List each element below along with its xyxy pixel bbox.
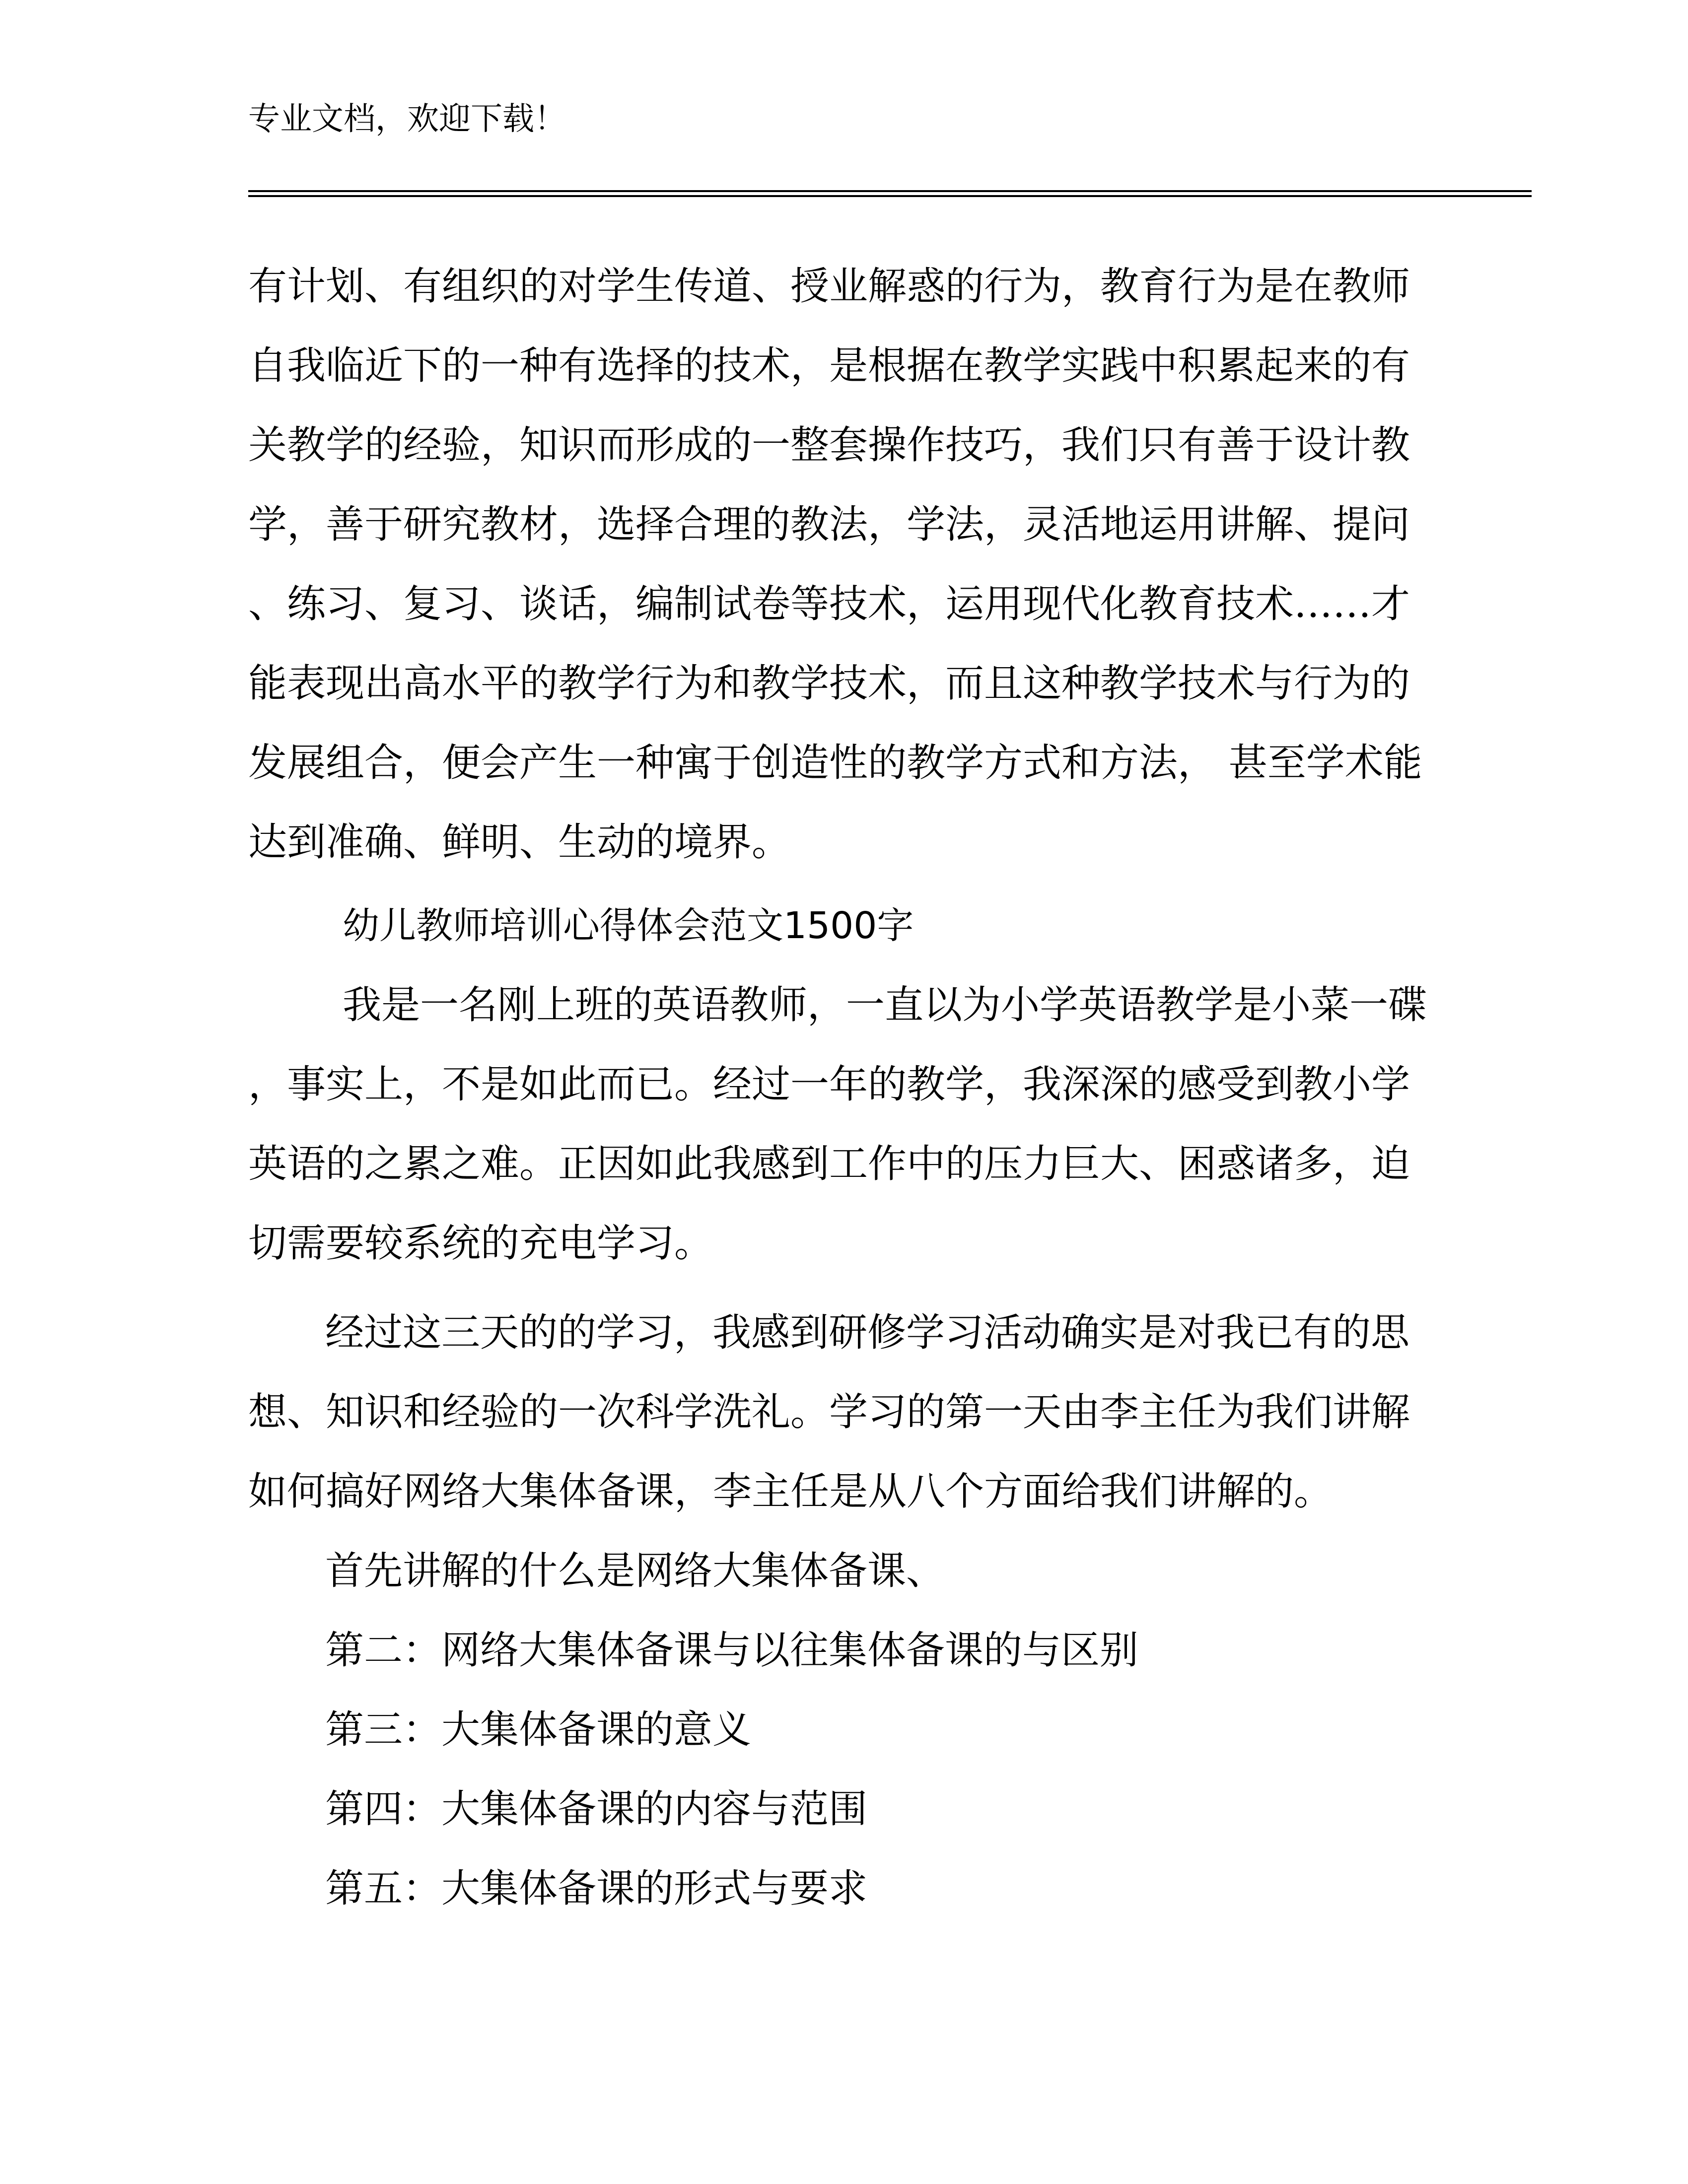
- body-line: 经过这三天的的学习，我感到研修学习活动确实是对我已有的思: [325, 1310, 1410, 1355]
- body-line: 切需要较系统的充电学习。: [248, 1221, 713, 1266]
- body-line: 、练习、复习、谈话，编制试卷等技术，运用现代化教育技术……才: [248, 582, 1410, 626]
- body-line: 发展组合，便会产生一种寓于创造性的教学方式和方法， 甚至学术能: [248, 741, 1422, 785]
- body-line: 英语的之累之难。正因如此我感到工作中的压力巨大、困惑诸多，迫: [248, 1142, 1410, 1186]
- list-item: 第四：大集体备课的内容与范围: [325, 1787, 868, 1832]
- body-line: 我是一名刚上班的英语教师，一直以为小学英语教学是小菜一碟: [343, 983, 1427, 1027]
- body-line: 达到准确、鲜明、生动的境界。: [248, 820, 791, 865]
- body-line: 自我临近下的一种有选择的技术，是根据在教学实践中积累起来的有: [248, 343, 1410, 388]
- header-text: 专业文档，欢迎下载！: [248, 101, 566, 137]
- body-line: 关教学的经验，知识而形成的一整套操作技巧，我们只有善于设计教: [248, 423, 1410, 468]
- body-line: 如何搞好网络大集体备课，李主任是从八个方面给我们讲解的。: [248, 1469, 1333, 1514]
- section-title: 幼儿教师培训心得体会范文1500字: [343, 904, 914, 947]
- body-line: 学，善于研究教材，选择合理的教法，学法，灵活地运用讲解、提问: [248, 502, 1410, 547]
- list-item: 第五：大集体备课的形式与要求: [325, 1866, 868, 1911]
- body-line: 能表现出高水平的教学行为和教学技术，而且这种教学技术与行为的: [248, 661, 1410, 706]
- list-item: 第三：大集体备课的意义: [325, 1707, 752, 1752]
- body-line: ，事实上，不是如此而已。经过一年的教学，我深深的感受到教小学: [248, 1062, 1410, 1107]
- header-rule-top: [248, 190, 1532, 192]
- list-item: 首先讲解的什么是网络大集体备课、: [325, 1549, 945, 1593]
- list-item: 第二：网络大集体备课与以往集体备课的与区别: [325, 1628, 1139, 1673]
- header-rule-bottom: [248, 195, 1532, 197]
- body-line: 有计划、有组织的对学生传道、授业解惑的行为，教育行为是在教师: [248, 264, 1410, 309]
- body-line: 想、知识和经验的一次科学洗礼。学习的第一天由李主任为我们讲解: [248, 1390, 1410, 1434]
